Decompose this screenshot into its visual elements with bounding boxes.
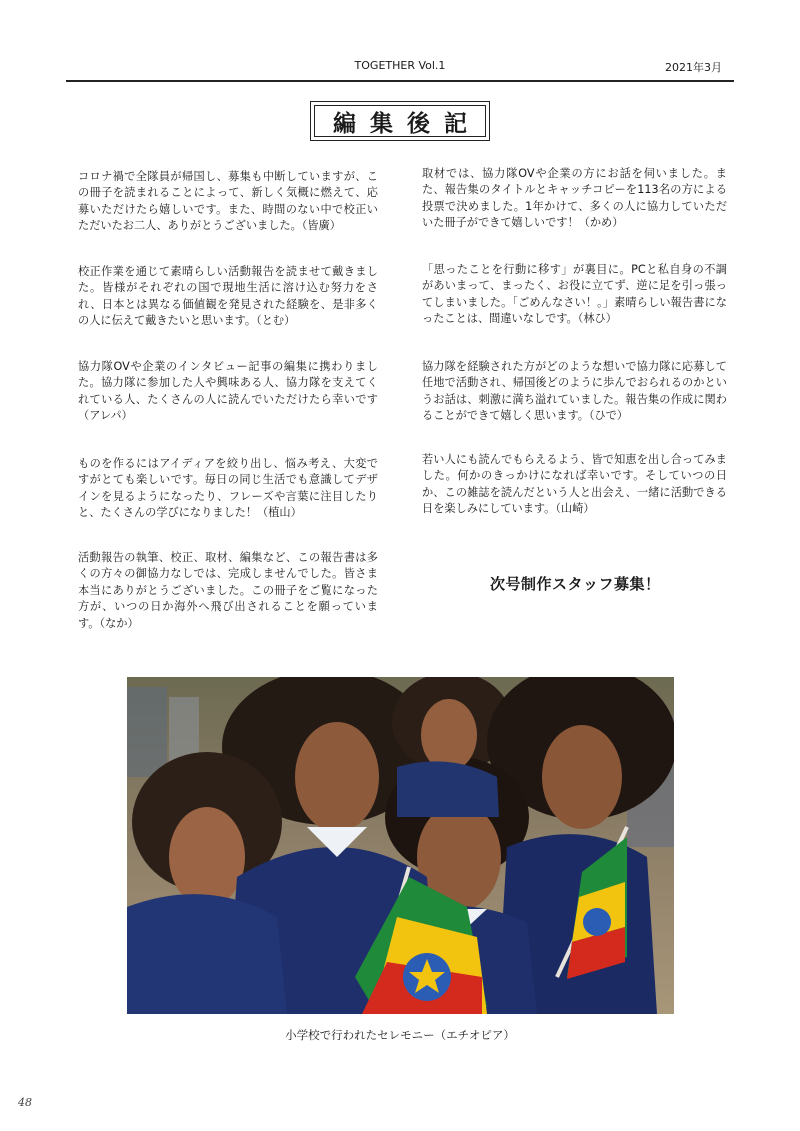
page-number: 48 xyxy=(18,1096,32,1109)
ceremony-photo xyxy=(127,677,674,1014)
editor-note-tomu: 校正作業を通じて素晴らしい活動報告を読ませて戴きました。皆様がそれぞれの国で現地生活に溶け込む努力をされ、日本とは異なる価値観を発見された経験を、是非多くの人に伝えて戴きたいと思います。（とむ） xyxy=(78,265,378,328)
photo-caption: 小学校で行われたセレモニー（エチオピア） xyxy=(285,1028,515,1042)
editor-note-minahiro: コロナ禍で全隊員が帰国し、募集も中断していますが、この冊子を読まれることによって、新しく気概に燃えて、応募いただけたら嬉しいです。また、時間のない中で校正いただいたお二人、ありがとうございました。（皆廣） xyxy=(78,170,378,233)
editor-note-naka: 活動報告の執筆、校正、取材、編集など、この報告書は多くの方々の御協力なしでは、完成しませんでした。皆さま本当にありがとうございました。この冊子をご覧になった方が、いつの日か海外へ飛び出されることを願っています。（なか） xyxy=(78,551,378,630)
editor-note-arepa: 協力隊OVや企業のインタビュー記事の編集に携わりました。協力隊に参加した人や興味ある人、協力隊を支えてくれている人、たくさんの人に読んでいただけたら幸いです（アレパ） xyxy=(78,360,378,423)
editor-note-kame: 取材では、協力隊OVや企業の方にお話を伺いました。また、報告集のタイトルとキャッチコピーを113名の方による投票で決めました。1年かけて、多くの人に協力していただいた冊子ができて嬉しいです！（かめ） xyxy=(422,167,727,230)
editor-note-hayashi: 「思ったことを行動に移す」が裏目に。PCと私自身の不調があいまって、まったく、お役に立てず、逆に足を引っ張ってしまいました。「ごめんなさい！。」素晴らしい報告書になったことは、間違いなしです。（林ひ） xyxy=(422,263,727,326)
editor-note-ueyama: ものを作るにはアイディアを絞り出し、悩み考え、大変ですがとても楽しいです。毎日の同じ生活でも意識してデザインを見るようになったり、フレーズや言葉に注目したりと、たくさんの学びになりました！（植山） xyxy=(78,457,378,520)
publication-name: TOGETHER Vol.1 xyxy=(354,59,446,72)
staff-recruitment-notice: 次号制作スタッフ募集！ xyxy=(490,575,661,593)
issue-date: 2021年3月 xyxy=(665,61,722,74)
editor-note-hide: 協力隊を経験された方がどのような想いで協力隊に応募して任地で活動され、帰国後どのように歩んでおられるのかというお話は、刺激に満ち溢れていました。報告集の作成に関わることができて嬉しく思います。（ひで） xyxy=(422,360,727,423)
header-rule xyxy=(66,80,734,82)
page-title: 編集後記 xyxy=(314,105,486,137)
title-frame xyxy=(310,101,490,141)
editor-note-yamazaki: 若い人にも読んでもらえるよう、皆で知恵を出し合ってみました。何かのきっかけになれば幸いです。そしていつの日か、この雑誌を読んだという人と出会え、一緒に活動できる日を楽しみにしています。（山崎） xyxy=(422,453,727,516)
